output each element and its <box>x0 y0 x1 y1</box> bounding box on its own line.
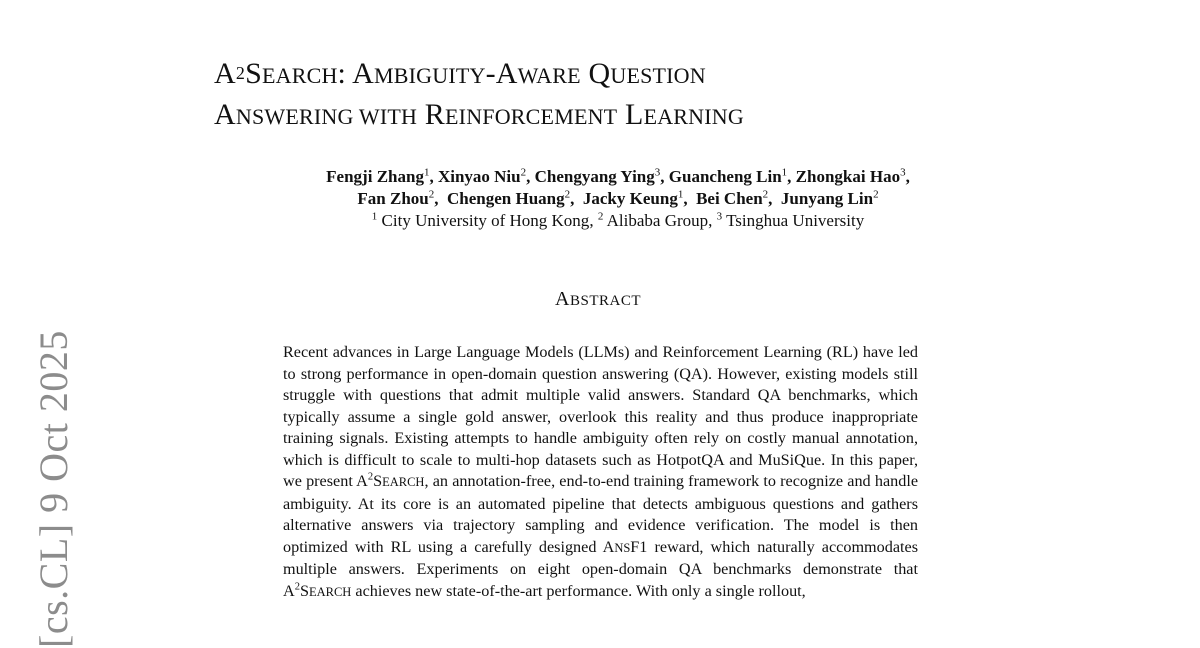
author: Chengyang Ying$^3$ <box>534 166 661 186</box>
author: Fengji Zhang$^1$ <box>326 166 430 186</box>
author-list: Fengji Zhang$^1$, Xinyao Niu$^2$, Chengyang Ying$^3$, Guancheng Lin$^1$, Zhongkai Hao$^3$, Fan Zhou$^2$, Chengen Huang$^2$, Jacky Keung$^1$, Bei Chen$^2$, Junyang Lin$^2$ <box>326 166 910 208</box>
author: Zhongkai Hao$^3$ <box>795 166 906 186</box>
author: Junyang Lin$^2$ <box>780 188 879 208</box>
affiliation: $^2$ Alibaba Group <box>597 210 709 230</box>
author: Bei Chen$^2$ <box>696 188 769 208</box>
affiliation: $^3$ Tsinghua University <box>716 210 865 230</box>
abstract-heading: ABSTRACT <box>555 288 641 310</box>
author: Xinyao Niu$^2$ <box>437 166 527 186</box>
author-block <box>0 166 1200 232</box>
paper-title: $A^2SEARCH$: AMBIGUITY-AWARE QUESTION ANSWERING WITH REINFORCEMENT LEARNING <box>214 57 744 131</box>
author: Guancheng Lin$^1$ <box>668 166 788 186</box>
author: Fan Zhou$^2$ <box>357 188 435 208</box>
author: Jacky Keung$^1$ <box>582 188 684 208</box>
arxiv-stamp: [cs.CL] 9 Oct 2025 <box>31 330 76 648</box>
affiliation-list: $^1$ City University of Hong Kong, $^2$ Alibaba Group, $^3$ Tsinghua University <box>371 210 865 230</box>
abstract-body: Recent advances in Large Language Models (LLMs) and Reinforcement Learning (RL) have led to strong performance in open-domain question answering (QA). However, existing models still struggle with questions that admit multiple valid answers. Standard QA benchmarks, which typically assume a single gold answer, overlook this reality and thus produce inappropriate training signals. Existing attempts to handle ambiguity often rely on costly manual annotation, which is difficult to scale to multi-hop datasets such as HotpotQA and MuSiQue. In this paper, we present $A^2SEARCH$, an annotation-free, end-to-end training framework to recognize and handle ambiguity. At its core is an automated pipeline that detects ambiguous questions and gathers alternative answers via trajectory sampling and evidence verification. The model is then optimized with RL using a carefully designed ANSF1 reward, which naturally accommodates multiple answers. Experiments on eight open-domain QA benchmarks demonstrate that $A^2SEARCH$ achieves new state-of-the-art performance. With only a single rollout, <box>283 343 918 600</box>
affiliation: $^1$ City University of Hong Kong <box>371 210 590 230</box>
author: Chengen Huang$^2$ <box>447 188 571 208</box>
